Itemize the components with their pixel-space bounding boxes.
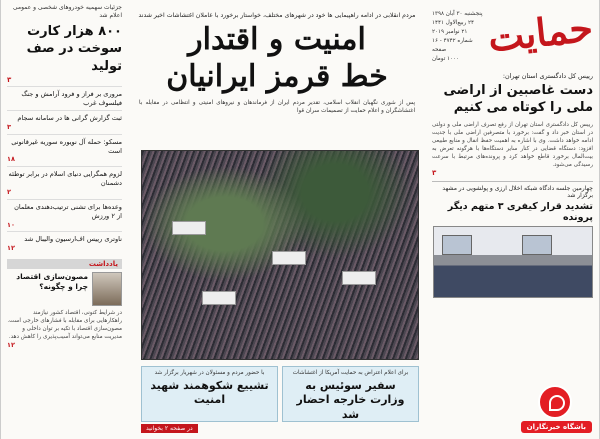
author-photo: [92, 272, 122, 306]
issue-date: پنجشنبه ۳۰ آبان ۱۳۹۸: [432, 11, 483, 17]
main-lead: پس از شوری نگهبان انقلاب اسلامی، تقدیر مردم ایران از فرماندهان و نیروهای امنیتی و انتظامی در مقابله با اغتشاشگران و اعلام حمایت از تصمیمات سران قوا: [139, 100, 415, 115]
main-headline[interactable]: [131, 22, 423, 95]
opinion-body: در شرایط کنونی، اقتصاد کشور نیازمند راهکارهایی برای مقابله با فشارهای خارجی است. مصون‌سازی اقتصاد با تکیه بر توان داخلی و مدیریت منابع می‌تواند آسیب‌پذیری را کاهش دهد.: [7, 309, 122, 341]
story-box-kicker: برای اعلام اعتراض به حمایت آمریکا از اغتشاشات: [292, 370, 409, 376]
banner: [272, 251, 306, 265]
court-kicker: چهارمین جلسه دادگاه شبکه اخلال ارزی و پولشویی در مشهد برگزار شد: [432, 181, 593, 199]
main-headline-line-1: امنیت و اقتدار: [188, 22, 366, 58]
banner: [172, 221, 206, 235]
opinion-article[interactable]: [7, 272, 122, 306]
left-item-text: مروری بر فراز و فرود آرامش و جنگ فیلسوف غرب: [21, 90, 122, 108]
story-box-funeral[interactable]: [141, 366, 278, 422]
newspaper-logo: حمایت: [485, 4, 596, 61]
issue-price: ۱۰۰۰ تومان: [432, 55, 460, 62]
watermark: [500, 385, 592, 433]
right-page: ۳: [432, 169, 437, 178]
issue-info: [432, 10, 488, 64]
story-box-title: سفیر سوئیس به وزارت خارجه احضار شد: [296, 379, 405, 421]
right-body: رییس کل دادگستری استان تهران از رفع تصرف اراضی ملی و دولتی در استان خبر داد و گفت: برخورد با متصرفین اراضی ملی با جدیت ادامه خواهد داشت. وی با اشاره به اهمیت حفظ انفال و منابع طبیعی افزود: دستگاه قضایی در کنار سایر دستگاه‌ها با هرگونه تعرض به بیت‌المال برخورد قاطع خواهد کرد و پرونده‌های مرتبط با سرعت رسیدگی می‌شود.: [432, 121, 593, 169]
left-item[interactable]: [7, 110, 122, 134]
left-item-text: ثبت گزارش گرانی ها در سامانه سجام: [17, 114, 122, 123]
left-item-page: ۳: [7, 122, 11, 131]
left-column: [0, 0, 128, 439]
main-headline-line-2: خط قرمز ایرانیان: [166, 58, 388, 94]
right-column: [426, 0, 600, 439]
banner: [342, 271, 376, 285]
story-box-kicker: با حضور مردم و مسئولان در شهریار برگزار شد: [154, 370, 265, 376]
center-column: [131, 0, 423, 439]
left-lead-headline[interactable]: ۸۰۰ هزار کارت سوخت در صف تولید: [26, 23, 122, 74]
left-item-page: ۲: [7, 188, 11, 196]
center-bottom-boxes: [141, 366, 419, 422]
left-lead-page: ۳: [7, 76, 12, 85]
page-reference-tag: در صفحه ۲ بخوانید: [141, 424, 198, 433]
story-box-title: تشییع شکوهمند شهید امنیت: [150, 379, 269, 407]
courtroom-photo[interactable]: [433, 226, 593, 298]
right-headline[interactable]: دست غاصبین از اراضی ملی را کوتاه می کنیم: [443, 82, 593, 116]
opinion-band: یادداشت: [7, 259, 122, 269]
left-item-text: لزوم همگرایی دنیای اسلام در برابر توطئه دشمنان: [8, 170, 122, 188]
issue-date-hijri: ۲۴ ربیع‌الاول ۱۴۴۱: [432, 19, 475, 26]
story-box-embassy[interactable]: [282, 366, 419, 422]
left-item[interactable]: [7, 199, 122, 232]
court-screen: [442, 235, 472, 255]
left-lead-kicker: جزئیات سهمیه خودروهای شخصی و عمومی اعلام شد: [12, 4, 122, 19]
left-item-text: وعده‌ها برای تشنی ترتیب‌دهندی معلمان از ۲ ورزش: [14, 202, 122, 220]
right-kicker: رییس کل دادگستری استان تهران:: [502, 71, 593, 80]
left-item-page: ۱۸: [7, 155, 15, 164]
issue-date-gregorian: ۲۱ نوامبر ۲۰۱۹: [432, 28, 468, 35]
left-item-page: ۱۲: [7, 244, 15, 253]
banner: [202, 291, 236, 305]
left-item-text: ناوتری رییس اف‌ارسیون والیبال شد: [24, 235, 122, 244]
rally-photo[interactable]: [141, 150, 419, 360]
left-item[interactable]: [7, 86, 122, 110]
left-item[interactable]: [7, 166, 122, 199]
opinion-page: ۱۲: [7, 341, 15, 350]
court-headline[interactable]: تشدید قرار کیفری ۳ متهم دیگر پرونده: [447, 201, 593, 224]
left-item[interactable]: [7, 231, 122, 255]
issue-number: شماره ۴۷۴۲ - ۱۶ صفحه: [432, 37, 473, 53]
opinion-title: مصون‌سازی اقتصاد چرا و چگونه؟: [16, 271, 88, 291]
court-screen: [522, 235, 552, 255]
left-item-page: ۱۰: [7, 220, 15, 229]
watermark-logo-icon: [538, 385, 572, 419]
left-item-text: مسکو: حمله آل نویوره سوریه غیرقانونی است: [11, 137, 122, 155]
left-item[interactable]: [7, 134, 122, 167]
watermark-text: باشگاه خبرنگاران: [521, 421, 592, 433]
masthead: [432, 4, 596, 64]
main-kicker: مردم انقلابی در ادامه راهپیمایی ها خود در شهرهای مختلف، خواستار برخورد با عاملان اغتشاشات اخیر شدند: [138, 12, 416, 19]
